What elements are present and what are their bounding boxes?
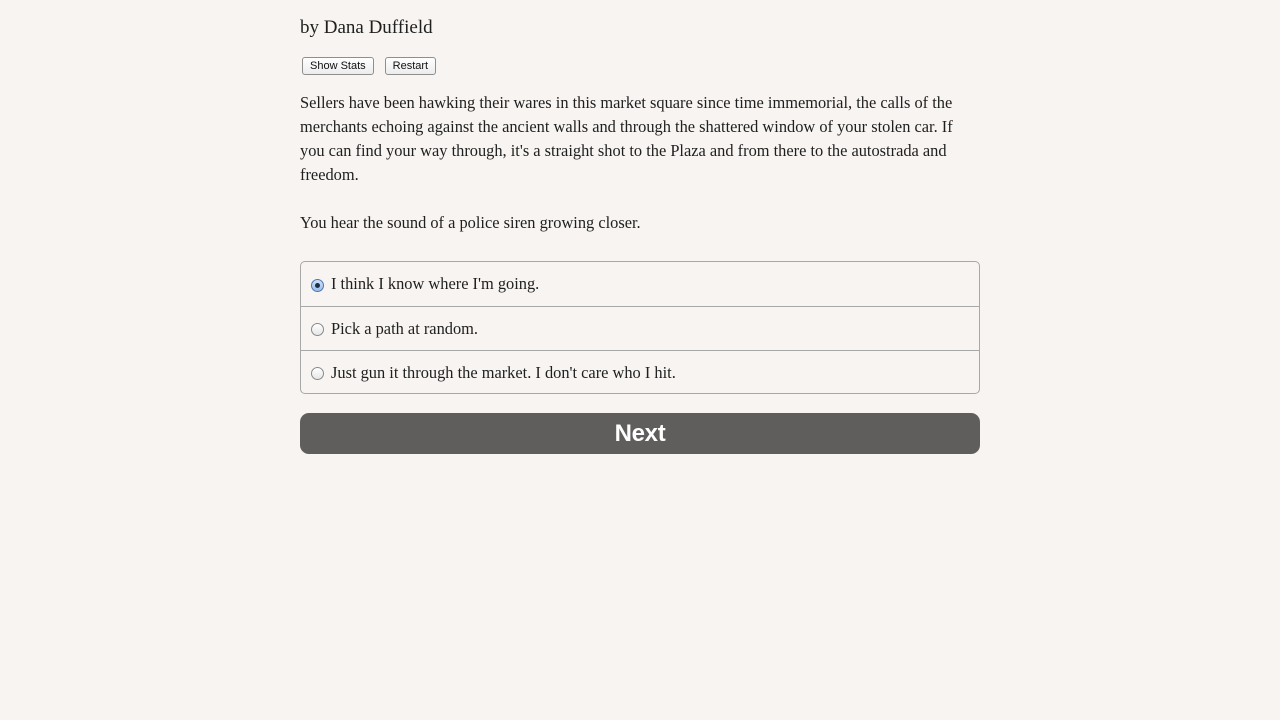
choice-option-3[interactable] — [301, 350, 979, 394]
choice-label: I think I know where I'm going. — [331, 274, 540, 293]
toolbar — [302, 57, 436, 75]
next-button[interactable]: Next — [300, 413, 980, 454]
restart-button[interactable]: Restart — [385, 57, 436, 75]
passage-paragraph: Sellers have been hawking their wares in this market square since time immemorial, the calls of the merchants echoing against the ancient walls and through the shattered window of your stolen car. If you can find your way through, it's a straight shot to the Plaza and from there to the autostrada and freedom. — [300, 93, 953, 184]
choice-option-2[interactable] — [301, 306, 979, 350]
story-passage — [300, 91, 980, 235]
radio-checked-icon[interactable] — [311, 279, 324, 292]
radio-unchecked-icon[interactable] — [311, 367, 324, 380]
choice-label: Pick a path at random. — [331, 318, 479, 338]
show-stats-button[interactable]: Show Stats — [302, 57, 374, 75]
choice-label: Just gun it through the market. I don't care who I hit. — [331, 362, 676, 382]
radio-unchecked-icon[interactable] — [311, 323, 324, 336]
choice-option-1[interactable] — [301, 262, 979, 306]
passage-paragraph: You hear the sound of a police siren growing closer. — [300, 213, 641, 232]
choice-list — [300, 261, 980, 394]
author-byline: by Dana Duffield — [300, 17, 433, 38]
